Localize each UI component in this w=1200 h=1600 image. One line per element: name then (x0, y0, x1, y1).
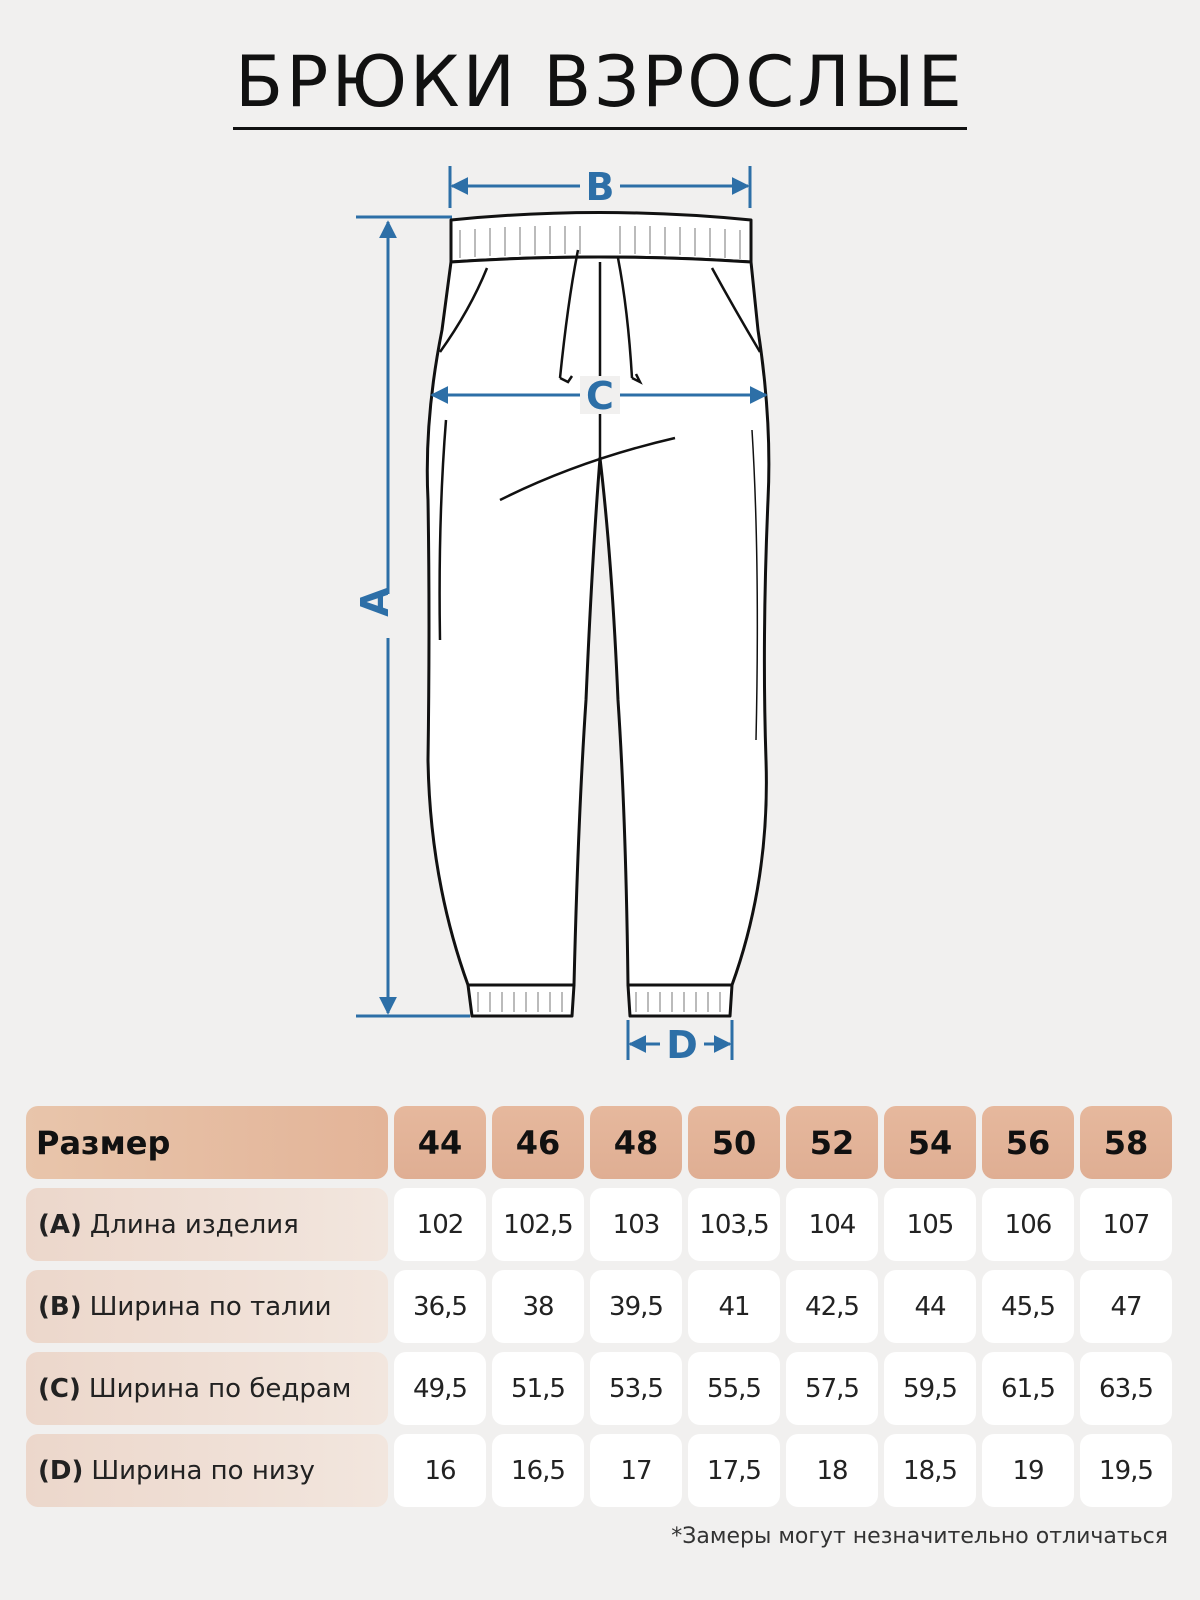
row-label-text: Ширина по низу (91, 1455, 315, 1486)
table-cell: 36,5 (394, 1270, 486, 1343)
table-cell: 17,5 (688, 1434, 780, 1507)
dimension-d-label: D (666, 1023, 698, 1067)
size-header-cell: 54 (884, 1106, 976, 1179)
table-cell: 103 (590, 1188, 682, 1261)
table-cell: 57,5 (786, 1352, 878, 1425)
table-cell: 53,5 (590, 1352, 682, 1425)
row-label-length (26, 1188, 388, 1261)
table-cell: 63,5 (1080, 1352, 1172, 1425)
size-header-cell: 44 (394, 1106, 486, 1179)
table-cell: 102 (394, 1188, 486, 1261)
page-title-text: БРЮКИ ВЗРОСЛЫЕ (233, 41, 967, 130)
row-label-text: Длина изделия (89, 1209, 299, 1240)
footnote: *Замеры могут незначительно отличаться (671, 1524, 1168, 1549)
table-cell: 18 (786, 1434, 878, 1507)
table-cell: 39,5 (590, 1270, 682, 1343)
table-cell: 103,5 (688, 1188, 780, 1261)
table-cell: 55,5 (688, 1352, 780, 1425)
row-code: (D) (38, 1455, 84, 1486)
row-code: (A) (38, 1209, 82, 1240)
table-cell: 16,5 (492, 1434, 584, 1507)
size-header-label: Размер (26, 1106, 388, 1179)
table-cell: 44 (884, 1270, 976, 1343)
table-cell: 47 (1080, 1270, 1172, 1343)
row-label-hips (26, 1352, 388, 1425)
table-cell: 61,5 (982, 1352, 1074, 1425)
row-code: (C) (38, 1373, 81, 1404)
table-cell: 41 (688, 1270, 780, 1343)
row-label-text: Ширина по бедрам (88, 1373, 352, 1404)
size-header-cell: 48 (590, 1106, 682, 1179)
table-cell: 49,5 (394, 1352, 486, 1425)
table-cell: 59,5 (884, 1352, 976, 1425)
dimension-a-label: A (353, 587, 397, 617)
table-cell: 102,5 (492, 1188, 584, 1261)
size-table (26, 1106, 1174, 1507)
row-label-text: Ширина по талии (89, 1291, 332, 1322)
row-code: (B) (38, 1291, 82, 1322)
table-cell: 17 (590, 1434, 682, 1507)
table-cell: 19 (982, 1434, 1074, 1507)
table-cell: 45,5 (982, 1270, 1074, 1343)
table-cell: 104 (786, 1188, 878, 1261)
size-header-cell: 52 (786, 1106, 878, 1179)
table-cell: 51,5 (492, 1352, 584, 1425)
dimension-b-label: B (585, 165, 615, 209)
table-cell: 18,5 (884, 1434, 976, 1507)
table-cell: 16 (394, 1434, 486, 1507)
row-label-waist (26, 1270, 388, 1343)
size-header-cell: 46 (492, 1106, 584, 1179)
pants-outline (427, 213, 769, 1017)
dimension-c-label: C (586, 374, 614, 418)
size-header-cell: 56 (982, 1106, 1074, 1179)
table-cell: 105 (884, 1188, 976, 1261)
table-cell: 38 (492, 1270, 584, 1343)
row-label-bottom (26, 1434, 388, 1507)
table-cell: 19,5 (1080, 1434, 1172, 1507)
size-header-cell: 50 (688, 1106, 780, 1179)
table-cell: 106 (982, 1188, 1074, 1261)
size-header-cell: 58 (1080, 1106, 1172, 1179)
table-cell: 42,5 (786, 1270, 878, 1343)
table-cell: 107 (1080, 1188, 1172, 1261)
